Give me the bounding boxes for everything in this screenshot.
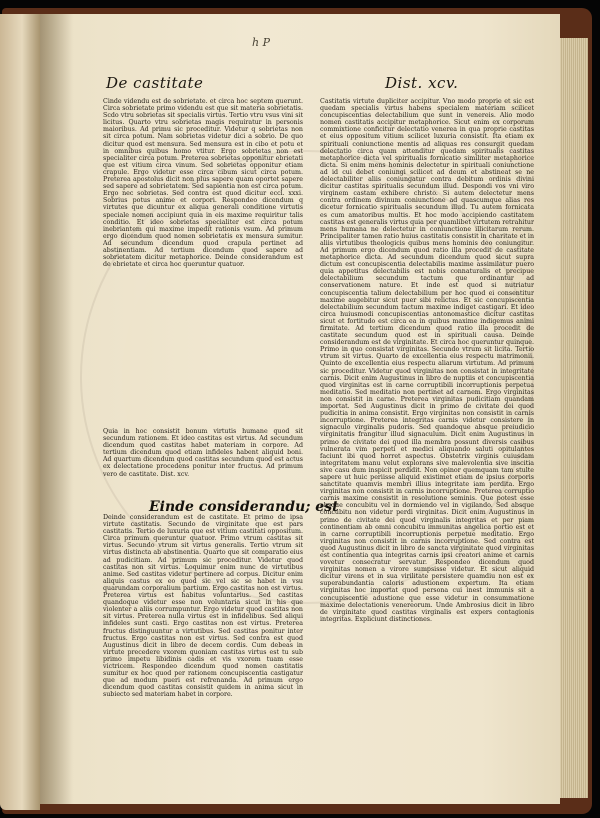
left-text-column: Cinde videndu est de sobrietate. et circa hoc septem querunt. Circa sobrietate primo videndu est que sit materia sobrietatis. Scdo vtru sobrietas sit specialis virtus. Tertio vtru vsus vini sit licitus. Quarto vtru sobrietas magis requiratur in personis maioribus. Ad primu sic proceditur. Videtur q sobrietas non sit circa potum. Nam sobrietas videtur dici a sobrio. De quo dicitur quod est mensura. Sed mensura est in cibo et potu et in omnibus quibus homo vtitur. Ergo sobrietas non est specialiter circa potum. Preterea sobrietas opponitur ebrietati que est vitium circa vinum. Sed sobrietas opponitur etiam crapule. Ergo videtur esse circa cibum sicut circa potum. Preterea apostolus dicit non plus sapere quam oportet sapere sed sapere ad sobrietatem. Sed sapientia non est circa potum. Ergo nec sobrietas. Sed contra est quod dicitur eccl. xxxi. Sobrius potus anime et corpori. Respondeo dicendum q virtutes que dicuntur ex aliqua generali conditione virtutis speciale nomen accipiunt quia in eis maxime requiritur talis conditio. Et ideo sobrietas specialiter est circa potum inebriantem qui maxime impedit rationis vsum. Ad primum ergo dicendum quod nomen sobrietatis ex mensura sumitur. Ad secundum dicendum quod crapula pertinet ad abstinentiam. Ad tertium dicendum quod sapere ad sobrietatem dicitur metaphorice. Deinde considerandum est de ebrietate et circa hoc queruntur quatuor. <box>103 98 303 269</box>
right-text-column: Castitatis virtute dupliciter accipitur. Vno modo proprie et sic est quedam specialis virtus habens specialem materiam scilicet concupiscentias delectabilium que sunt in venereis. Alio modo nomen castitatis accipitur metaphorice. Sicut enim ex corporum commixtione conficitur delectatio venerea in qua proprie castitas et eius oppositum vitium scilicet luxuria consistit. Ita etiam ex spirituali coniunctione mentis ad aliquas res consurgit quedam delectatio circa quam attenditur quedam spiritualis castitas metaphorice dicta vel spiritualis fornicatio similiter metaphorice dicta. Si enim mens hominis delectetur in spirituali coniunctione ad id cui debet coniungi scilicet ad deum et abstineat se ne delectabiliter aliis coniungatur contra debitum ordinis divini dicitur castitas spiritualis secundum illud. Despondi vos vni viro virginem castam exhibere christo. Si autem delectetur mens contra ordinem divinum coniunctione ad quascumque alias res dicetur fornicatio spiritualis secundum illud. Tu autem fornicata es cum amatoribus multis. Et hoc modo accipiendo castitatem castitas est generalis virtus quia per quamlibet virtutem retrahitur mens humana ne delectetur in coniunctione illicitarum rerum. Principaliter tamen ratio huius castitatis consistit in charitate et in aliis virtutibus theologicis quibus mens hominis deo coniungitur. Ad primum ergo dicendum quod ratio illa procedit de castitate metaphorice dicta. Ad secundum dicendum quod sicut supra dictum est concupiscentia delectabilis maxime assimilatur puero quia appetitus delectabilis est nobis connaturalis et precipue delectabilium secundum tactum que ordinantur ad conservationem nature. Et inde est quod si nutriatur concupiscentia talium delectabilium per hoc quod ei consentitur maxime augebitur sicut puer sibi relictus. Et sic concupiscentia delectabilium secundum tactum maxime indiget castigari. Et ideo circa huiusmodi concupiscentias antonomastice dicitur castitas sicut et fortitudo est circa ea in quibus maxime indigemus animi firmitate. Ad tertium dicendum quod ratio illa procedit de castitate secundum quod est in spirituali causa. Deinde considerandum est de virginitate. Et circa hoc queruntur quinque. Primo in quo consistat virginitas. Secundo vtrum sit licita. Tertio vtrum sit virtus. Quarto de excellentia eius respectu matrimonii. Quinto de excellentia eius respectu aliarum virtutum. Ad primum sic proceditur. Videtur quod virginitas non consistat in integritate carnis. Dicit enim Augustinus in libro de nuptiis et concupiscentia quod virginitas est in carne corruptibili incorruptionis perpetua meditatio. Sed meditatio non pertinet ad carnem. Ergo virginitas non consistit in carne. Preterea virginitas pudicitiam quandam importat. Sed Augustinus dicit in primo de civitate dei quod pudicitia in anima consistit. Ergo virginitas non consistit in carnis incorruptione. Preterea integritas carnis videtur consistere in signaculo virginalis pudoris. Sed quandoque absque preiudicio virginitatis frangitur illud signaculum. Dicit enim Augustinus in primo de civitate dei quod illa membra possunt diversis casibus vulnerata vim perpeti et medici aliquando saluti opitulantes faciunt ibi quod horret aspectus. Obstetrix virginis cuiusdam integritatem manu velut explorans sive malevolentia sive inscitia sive casu dum inspicit perdidit. Non opinor quemquam tam stulte sapere ut huic periisse aliquid existimet etiam de ipsius corporis sanctitate quamvis membri illius integritate iam perdita. Ergo virginitas non consistit in carnis incorruptione. Preterea corruptio carnis maxime consistit in resolutione seminis. Que potest esse absque concubitu vel in dormiendo vel in vigilando. Sed absque concubitu non videtur perdi virginitas. Dicit enim Augustinus in primo de civitate dei quod virginalis integritas et per piam continentiam ab omni concubitu immunitas angelica portio est et in carne corruptibili incorruptionis perpetue meditatio. Ergo virginitas non consistit in carnis incorruptione. Sed contra est quod Augustinus dicit in libro de sancta virginitate quod virginitas est continentia qua integritas carnis ipsi creatori anime et carnis vovetur consecratur servatur. Respondeo dicendum quod virginitas nomen a virore sumpsisse videtur. Et sicut aliquid dicitur virens et in sua virilitate persistere quamdiu non est ex superabundantia caloris adustionem expertum. Ita etiam virginitas hoc importat quod persona cui inest immunis sit a concupiscentie adustione que esse videtur in consummatione maxime delectationis venereorum. Unde Ambrosius dicit in libro de virginitate quod castitas virginalis est expers contagionis integritas. Expliciunt distinctiones. <box>320 98 534 623</box>
folio-mark: h P <box>252 36 270 49</box>
left-text-column-continued: Quia in hoc consistit bonum virtutis humane quod sit secundum rationem. Et ideo castitas est virtus. Ad secundum dicendum quod castitas habet materiam in corpore. Ad tertium dicendum quod etiam infideles habent aliquid boni. Ad quartum dicendum quod castitas secundum quod est actus ex delectatione procedens ponitur inter fructus. Ad primum vero de castitate. Dist. xcv. <box>103 428 303 478</box>
section-rubric: Einde considerandu; est <box>149 499 339 515</box>
facing-page-edge <box>0 14 40 810</box>
running-head-left: De castitate <box>106 74 204 92</box>
gutter-shadow <box>40 14 74 804</box>
running-head-right: Dist. xcv. <box>385 74 459 92</box>
left-text-column-lower: Deinde considerandum est de castitate. Et primo de ipsa virtute castitatis. Secundo de virginitate que est pars castitatis. Tertio de luxuria que est vitium castitati oppositum. Circa primum queruntur quatuor. Primo vtrum castitas sit virtus. Secundo vtrum sit virtus generalis. Tertio vtrum sit virtus distincta ab abstinentia. Quarto que sit comparatio eius ad pudicitiam. Ad primum sic proceditur. Videtur quod castitas non sit virtus. Loquimur enim nunc de virtutibus anime. Sed castitas videtur pertinere ad corpus. Dicitur enim aliquis castus ex eo quod sic vel sic se habet in vsu quarundam corporalium partium. Ergo castitas non est virtus. Preterea virtus est habitus voluntarius. Sed castitas quandoque videtur esse non voluntaria sicut in his que violenter a aliis corrumpuntur. Ergo videtur quod castitas non sit virtus. Preterea nulla virtus est in infidelibus. Sed aliqui infideles sunt casti. Ergo castitas non est virtus. Preterea fructus distinguuntur a virtutibus. Sed castitas ponitur inter fructus. Ergo castitas non est virtus. Sed contra est quod Augustinus dicit in libro de decem cordis. Cum debeas in virtute precedere vxorem quoniam castitas virtus est tu sub primo impetu libidinis cadis et vis vxorem tuam esse victricem. Respondeo dicendum quod nomen castitatis sumitur ex hoc quod per rationem concupiscentia castigatur que ad modum pueri est refrenanda. Ad primum ergo dicendum quod castitas consistit quidem in anima sicut in subiecto sed materiam habet in corpore. <box>103 514 303 699</box>
